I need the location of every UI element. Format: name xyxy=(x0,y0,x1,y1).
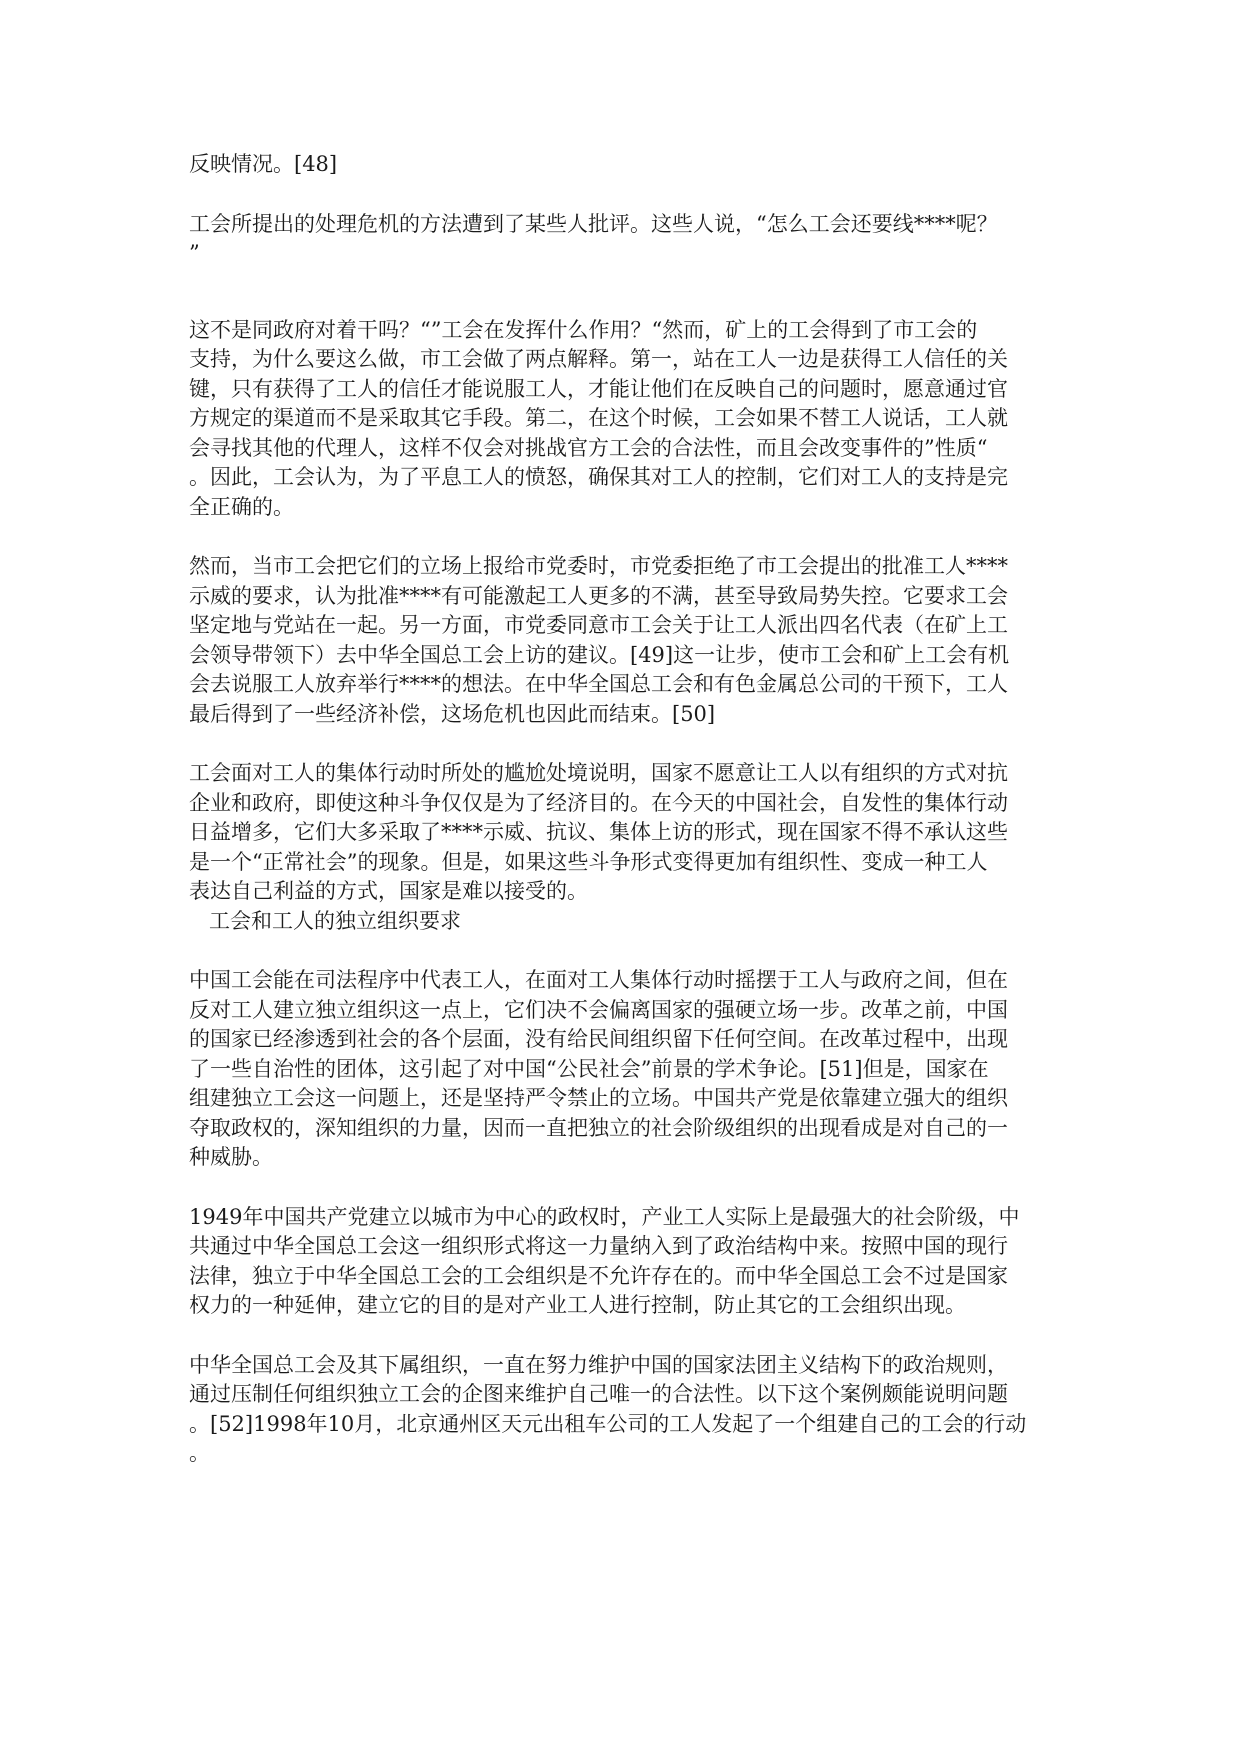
text-line: 了一些自治性的团体，这引起了对中国“公民社会”前景的学术争论。[51]但是，国家在 xyxy=(189,1056,989,1081)
text-line: 表达自己利益的方式，国家是难以接受的。 xyxy=(189,879,588,903)
paragraph-4 xyxy=(189,552,1055,729)
text-line: 示威的要求，认为批准****有可能激起工人更多的不满，甚至导致局势失控。它要求工会 xyxy=(189,583,1008,608)
text-line: 最后得到了一些经济补偿，这场危机也因此而结束。[50] xyxy=(189,701,716,726)
text-line: 中国工会能在司法程序中代表工人，在面对工人集体行动时摇摆于工人与政府之间，但在 xyxy=(189,968,1008,992)
text-line: 这不是同政府对着干吗？“”工会在发挥什么作用？“然而，矿上的工会得到了市工会的 xyxy=(189,317,978,342)
text-line: 反对工人建立独立组织这一点上，它们决不会偏离国家的强硬立场一步。改革之前，中国 xyxy=(189,997,1008,1022)
text-line: 企业和政府，即使这种斗争仅仅是为了经济目的。在今天的中国社会，自发性的集体行动 xyxy=(189,790,1008,815)
paragraph-1 xyxy=(189,150,1055,180)
paragraph-3 xyxy=(189,316,1055,523)
text-line: 日益增多，它们大多采取了****示威、抗议、集体上访的形式，现在国家不得不承认这些 xyxy=(189,820,1008,844)
text-line: 工会所提出的处理危机的方法遭到了某些人批评。这些人说，“怎么工会还要线****呢？ xyxy=(189,211,998,236)
text-line: 工会面对工人的集体行动时所处的尴尬处境说明，国家不愿意让工人以有组织的方式对抗 xyxy=(189,761,1008,785)
text-line: 支持，为什么要这么做，市工会做了两点解释。第一，站在工人一边是获得工人信任的关 xyxy=(189,347,1008,371)
text-line: 中华全国总工会及其下属组织，一直在努力维护中国的国家法团主义结构下的政治规则， xyxy=(189,1352,1008,1377)
text-line: 键，只有获得了工人的信任才能说服工人，才能让他们在反映自己的问题时，愿意通过官 xyxy=(189,376,1008,401)
text-line: 法律，独立于中华全国总工会的工会组织是不允许存在的。而中华全国总工会不过是国家 xyxy=(189,1263,1008,1288)
paragraph-2 xyxy=(189,210,1055,269)
text-line: 种威胁。 xyxy=(189,1145,273,1169)
text-line: 会领导带领下）去中华全国总工会上访的建议。[49]这一让步，使市工会和矿上工会有机 xyxy=(189,642,1010,667)
text-line: 夺取政权的，深知组织的力量，因而一直把独立的社会阶级组织的出现看成是对自己的一 xyxy=(189,1115,1008,1140)
paragraph-5 xyxy=(189,759,1055,907)
paragraph-6 xyxy=(189,966,1055,1173)
text-line: 。 xyxy=(189,1441,210,1465)
text-line: 是一个“正常社会”的现象。但是，如果这些斗争形式变得更加有组织性、变成一种工人 xyxy=(189,849,988,874)
section-heading: 工会和工人的独立组织要求 xyxy=(209,908,461,933)
text-line: 会去说服工人放弃举行****的想法。在中华全国总工会和有色金属总公司的干预下，工人 xyxy=(189,672,1008,696)
text-line: 方规定的渠道而不是采取其它手段。第二，在这个时候，工会如果不替工人说话，工人就 xyxy=(189,406,1008,430)
paragraph-8 xyxy=(189,1351,1055,1469)
text-line: 反映情况。[48] xyxy=(189,152,338,176)
text-line: 共通过中华全国总工会这一组织形式将这一力量纳入到了政治结构中来。按照中国的现行 xyxy=(189,1234,1008,1258)
document-page xyxy=(189,150,1055,1469)
text-line: 1949年中国共产党建立以城市为中心的政权时，产业工人实际上是最强大的社会阶级，中 xyxy=(189,1204,1020,1229)
text-line: 全正确的。 xyxy=(189,494,294,519)
text-line: 然而，当市工会把它们的立场上报给市党委时，市党委拒绝了市工会提出的批准工人**** xyxy=(189,554,1008,578)
text-line: 的国家已经渗透到社会的各个层面，没有给民间组织留下任何空间。在改革过程中，出现 xyxy=(189,1027,1008,1051)
paragraph-7 xyxy=(189,1203,1055,1321)
text-line: 坚定地与党站在一起。另一方面，市党委同意市工会关于让工人派出四名代表（在矿上工 xyxy=(189,613,1008,637)
text-line: 通过压制任何组织独立工会的企图来维护自己唯一的合法性。以下这个案例颇能说明问题 xyxy=(189,1382,1008,1406)
text-line: 会寻找其他的代理人，这样不仅会对挑战官方工会的合法性，而且会改变事件的”性质“ xyxy=(189,435,988,460)
text-line: 。[52]1998年10月，北京通州区天元出租车公司的工人发起了一个组建自己的工会的行动 xyxy=(189,1411,1027,1436)
text-line: 。因此，工会认为，为了平息工人的愤怒，确保其对工人的控制，它们对工人的支持是完 xyxy=(189,465,1008,489)
text-line: 权力的一种延伸，建立它的目的是对产业工人进行控制，防止其它的工会组织出现。 xyxy=(189,1293,966,1317)
text-line: ” xyxy=(189,241,200,265)
text-line: 组建独立工会这一问题上，还是坚持严令禁止的立场。中国共产党是依靠建立强大的组织 xyxy=(189,1086,1008,1110)
